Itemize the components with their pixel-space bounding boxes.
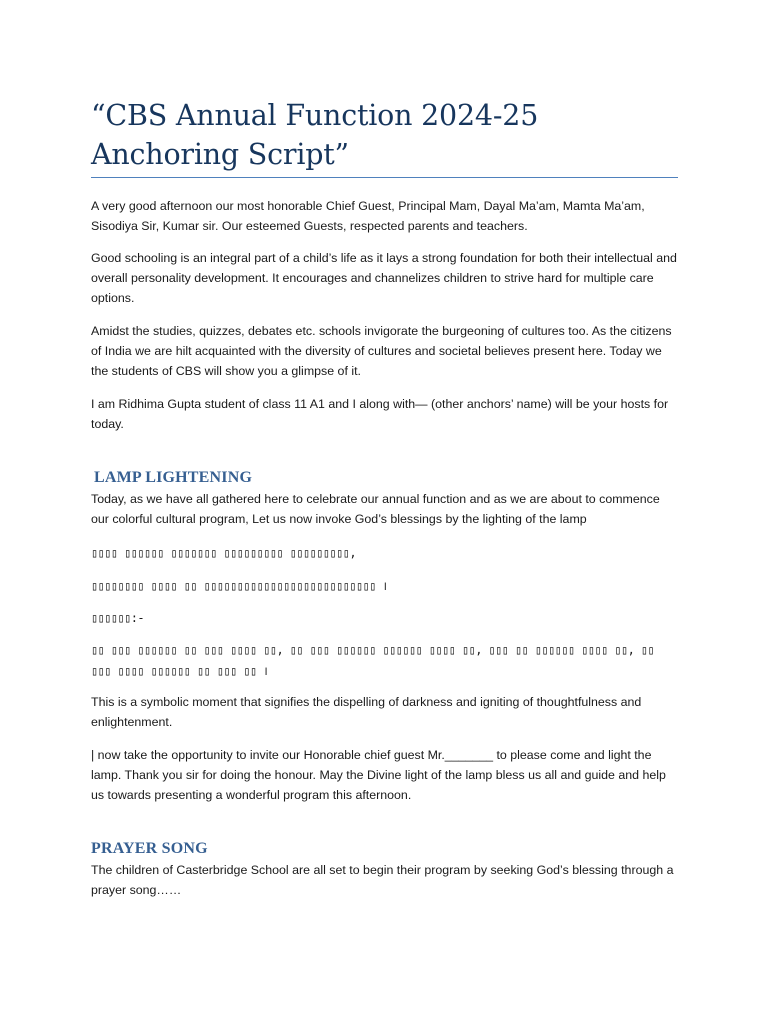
schooling-paragraph: Good schooling is an integral part of a child’s life as it lays a strong foundation for both their intellectual and overall personality development. It encourages and channelizes children to strive hard for multiple care options.	[91, 251, 677, 305]
document-title	[91, 96, 678, 174]
title-line-1: “CBS Annual Function 2024-25	[91, 99, 539, 132]
invite-paragraph: | now take the opportunity to invite our Honorable chief guest Mr._______ to please come and light the lamp. Thank you sir for doing the honour. May the Divine light of the lamp bless us all and guide and help us towards presenting a wonderful program this afternoon.	[91, 748, 666, 802]
symbolic-paragraph: This is a symbolic moment that signifies the dispelling of darkness and igniting of thoughtfulness and enlightenment.	[91, 695, 642, 729]
title-divider	[91, 177, 678, 178]
lamp-intro-paragraph: Today, as we have all gathered here to celebrate our annual function and as we are about to commence our colorful cultural program, Let us now invoke God’s blessings by the lighting of the lamp	[91, 492, 660, 526]
prayer-intro-paragraph: The children of Casterbridge School are all set to begin their program by seeking God’s blessing through a prayer song……	[91, 863, 674, 897]
cultures-paragraph: Amidst the studies, quizzes, debates etc. schools invigorate the burgeoning of cultures too. As the citizens of India we are hilt acquainted with the diversity of cultures and societal believes present here. Today we the students of CBS will show you a glimpse of it.	[91, 324, 672, 378]
sanskrit-verse-line-1: ▯▯▯▯ ▯▯▯▯▯▯ ▯▯▯▯▯▯▯ ▯▯▯▯▯▯▯▯▯ ▯▯▯▯▯▯▯▯▯,	[91, 546, 356, 560]
lamp-lightening-heading: LAMP LIGHTENING	[94, 469, 253, 486]
prayer-song-heading: PRAYER SONG	[91, 840, 208, 857]
meaning-label: ▯▯▯▯▯▯:-	[91, 611, 144, 625]
greeting-paragraph: A very good afternoon our most honorable Chief Guest, Principal Mam, Dayal Ma’am, Mamta Ma’am, Sisodiya Sir, Kumar sir. Our esteemed Guests, respected parents and teachers.	[91, 199, 645, 233]
hosts-paragraph: I am Ridhima Gupta student of class 11 A1 and I along with— (other anchors’ name) will be your hosts for today.	[91, 397, 669, 431]
title-line-2: Anchoring Script”	[91, 138, 349, 171]
sanskrit-verse-line-2: ▯▯▯▯▯▯▯▯ ▯▯▯▯ ▯▯ ▯▯▯▯▯▯▯▯▯▯▯▯▯▯▯▯▯▯▯▯▯▯▯▯▯▯ ।	[91, 579, 387, 593]
verse-meaning-text: ▯▯ ▯▯▯ ▯▯▯▯▯▯ ▯▯ ▯▯▯ ▯▯▯▯ ▯▯, ▯▯ ▯▯▯ ▯▯▯▯▯▯ ▯▯▯▯▯▯ ▯▯▯▯ ▯▯, ▯▯▯ ▯▯ ▯▯▯▯▯▯ ▯▯▯▯ ▯▯, ▯▯ ▯▯▯ ▯▯▯▯ ▯▯▯▯▯▯ ▯▯ ▯▯▯ ▯▯ ।	[91, 643, 655, 678]
